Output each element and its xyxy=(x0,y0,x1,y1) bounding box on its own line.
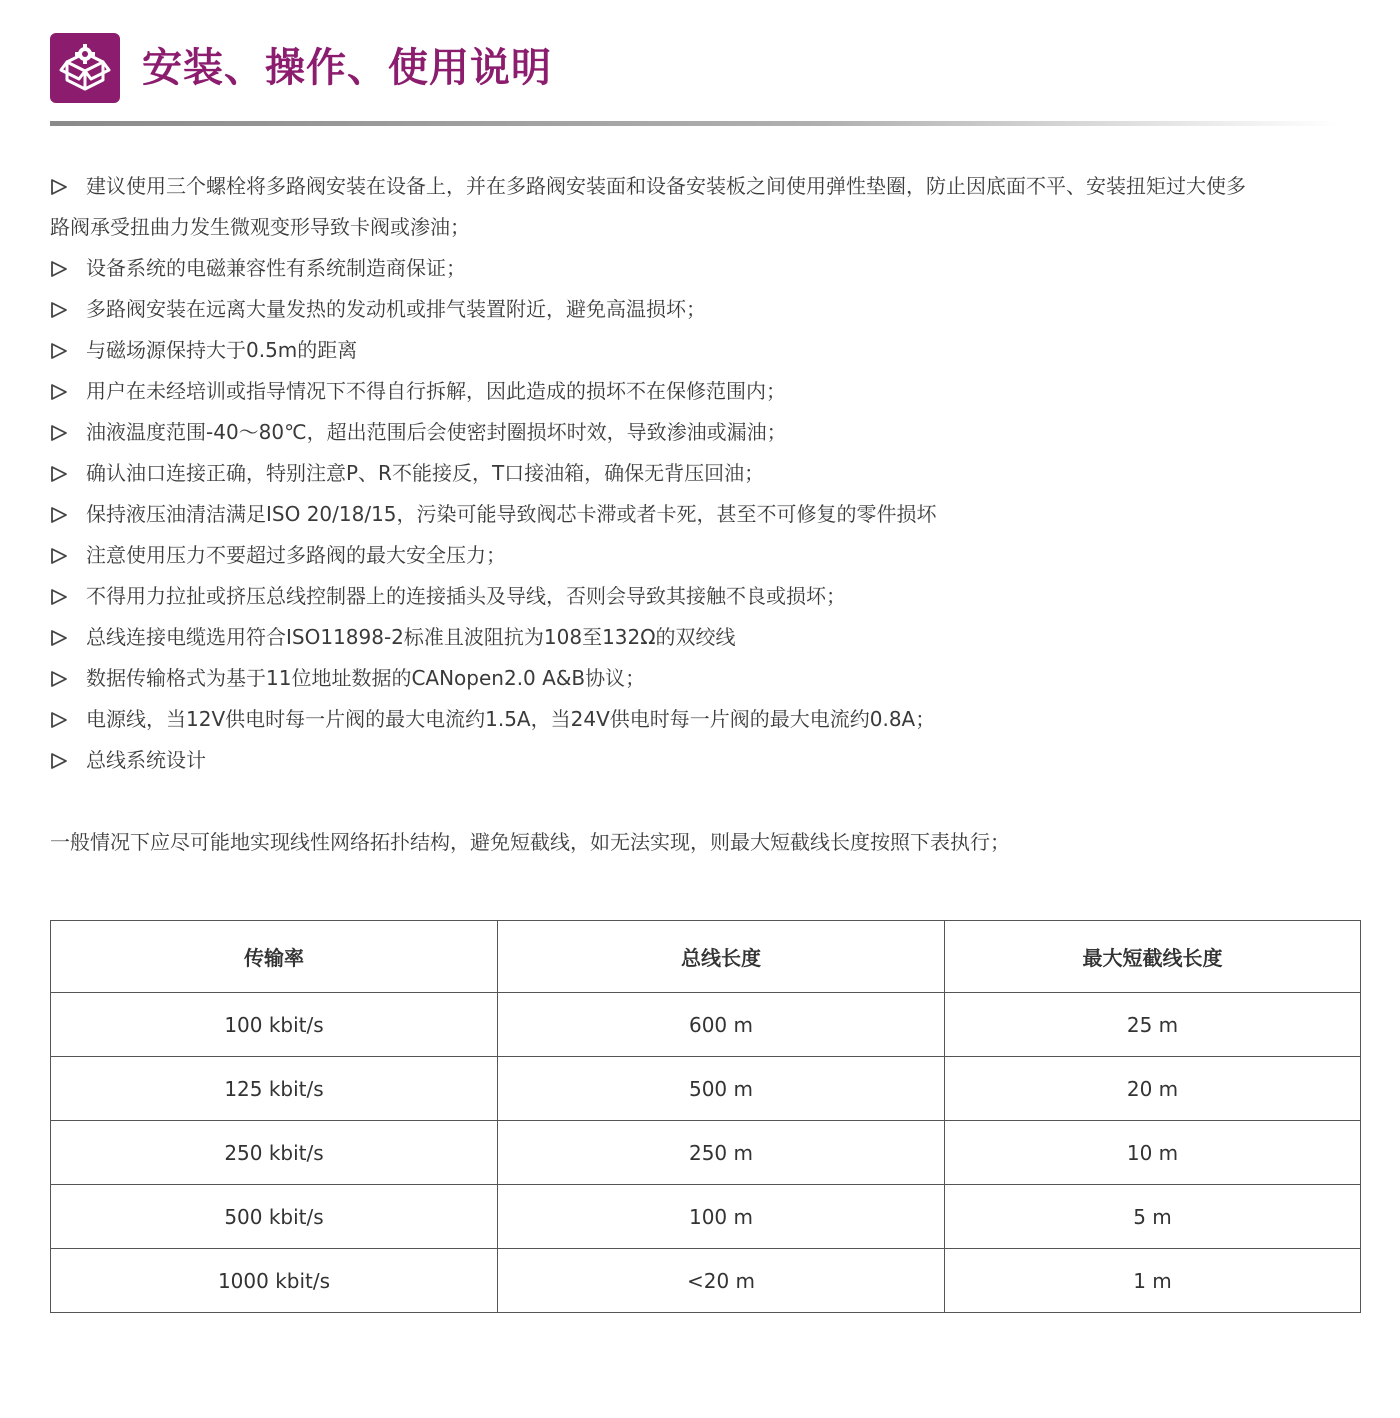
list-item-text: 设备系统的电磁兼容性有系统制造商保证； xyxy=(86,256,466,280)
table-cell: <20 m xyxy=(498,1249,945,1313)
table-cell: 600 m xyxy=(498,993,945,1057)
list-item-text: 保持液压油清洁满足ISO 20/18/15，污染可能导致阀芯卡滞或者卡死，甚至不可修复的零件损坏 xyxy=(86,502,937,526)
list-item xyxy=(50,248,1362,289)
table-cell: 5 m xyxy=(945,1185,1361,1249)
list-item xyxy=(50,576,1362,617)
triangle-bullet-icon xyxy=(50,711,68,729)
list-item xyxy=(50,453,1362,494)
header-cell-max-stub-length: 最大短截线长度 xyxy=(945,921,1361,993)
table-cell: 25 m xyxy=(945,993,1361,1057)
table-row xyxy=(51,1057,1361,1121)
triangle-bullet-icon xyxy=(50,506,68,524)
table-cell: 100 kbit/s xyxy=(51,993,498,1057)
topology-paragraph: 一般情况下应尽可能地实现线性网络拓扑结构，避免短截线，如无法实现，则最大短截线长度按照下表执行； xyxy=(50,830,1010,854)
list-item-text: 注意使用压力不要超过多路阀的最大安全压力； xyxy=(86,543,506,567)
table-cell: 500 m xyxy=(498,1057,945,1121)
list-item-text: 电源线，当12V供电时每一片阀的最大电流约1.5A，当24V供电时每一片阀的最大电流约0.8A； xyxy=(86,707,936,731)
header-cell-bus-length: 总线长度 xyxy=(498,921,945,993)
page-title: 安装、操作、使用说明 xyxy=(142,45,552,91)
table-cell: 500 kbit/s xyxy=(51,1185,498,1249)
table-cell: 10 m xyxy=(945,1121,1361,1185)
triangle-bullet-icon xyxy=(50,178,68,196)
triangle-bullet-icon xyxy=(50,752,68,770)
table-cell: 250 kbit/s xyxy=(51,1121,498,1185)
list-item-text: 用户在未经培训或指导情况下不得自行拆解，因此造成的损坏不在保修范围内； xyxy=(86,379,786,403)
triangle-bullet-icon xyxy=(50,670,68,688)
box-gear-icon xyxy=(50,33,120,103)
list-item-text: 多路阀安装在远离大量发热的发动机或排气装置附近，避免高温损坏； xyxy=(86,297,706,321)
triangle-bullet-icon xyxy=(50,424,68,442)
list-item-text: 确认油口连接正确，特别注意P、R不能接反，T口接油箱，确保无背压回油； xyxy=(86,461,765,485)
list-item-text: 建议使用三个螺栓将多路阀安装在设备上，并在多路阀安装面和设备安装板之间使用弹性垫圈，防止因底面不平、安装扭矩过大使多 xyxy=(86,174,1246,198)
list-item xyxy=(50,535,1362,576)
table-cell: 1 m xyxy=(945,1249,1361,1313)
list-item-text: 与磁场源保持大于0.5m的距离 xyxy=(86,338,358,362)
header-divider xyxy=(50,121,1340,126)
triangle-bullet-icon xyxy=(50,588,68,606)
triangle-bullet-icon xyxy=(50,301,68,319)
table-cell: 250 m xyxy=(498,1121,945,1185)
instruction-list xyxy=(50,166,1362,781)
list-item-text: 油液温度范围-40～80℃，超出范围后会使密封圈损坏时效，导致渗油或漏油； xyxy=(86,420,787,444)
list-item-text: 不得用力拉扯或挤压总线控制器上的连接插头及导线，否则会导致其接触不良或损坏； xyxy=(86,584,846,608)
list-item-text: 数据传输格式为基于11位地址数据的CANopen2.0 A&B协议； xyxy=(86,666,646,690)
list-item xyxy=(50,330,1362,371)
table-header-row xyxy=(51,921,1361,993)
triangle-bullet-icon xyxy=(50,342,68,360)
list-item xyxy=(50,494,1362,535)
list-item-text-continued: 路阀承受扭曲力发生微观变形导致卡阀或渗油； xyxy=(50,215,470,239)
triangle-bullet-icon xyxy=(50,383,68,401)
table-cell: 125 kbit/s xyxy=(51,1057,498,1121)
table-row xyxy=(51,1121,1361,1185)
page-header xyxy=(50,32,552,104)
triangle-bullet-icon xyxy=(50,547,68,565)
table-row xyxy=(51,993,1361,1057)
list-item xyxy=(50,617,1362,658)
table-cell: 20 m xyxy=(945,1057,1361,1121)
list-item-text: 总线连接电缆选用符合ISO11898-2标准且波阻抗为108至132Ω的双绞线 xyxy=(86,625,736,649)
list-item xyxy=(50,289,1362,330)
list-item xyxy=(50,371,1362,412)
table-row xyxy=(51,1185,1361,1249)
list-item-text: 总线系统设计 xyxy=(86,748,206,772)
list-item xyxy=(50,166,1362,248)
list-item xyxy=(50,412,1362,453)
triangle-bullet-icon xyxy=(50,260,68,278)
table-cell: 100 m xyxy=(498,1185,945,1249)
table-cell: 1000 kbit/s xyxy=(51,1249,498,1313)
table-row xyxy=(51,1249,1361,1313)
triangle-bullet-icon xyxy=(50,629,68,647)
list-item xyxy=(50,699,1362,740)
triangle-bullet-icon xyxy=(50,465,68,483)
header-cell-baud-rate: 传输率 xyxy=(51,921,498,993)
list-item xyxy=(50,658,1362,699)
stub-length-table xyxy=(50,920,1361,1313)
list-item xyxy=(50,740,1362,781)
